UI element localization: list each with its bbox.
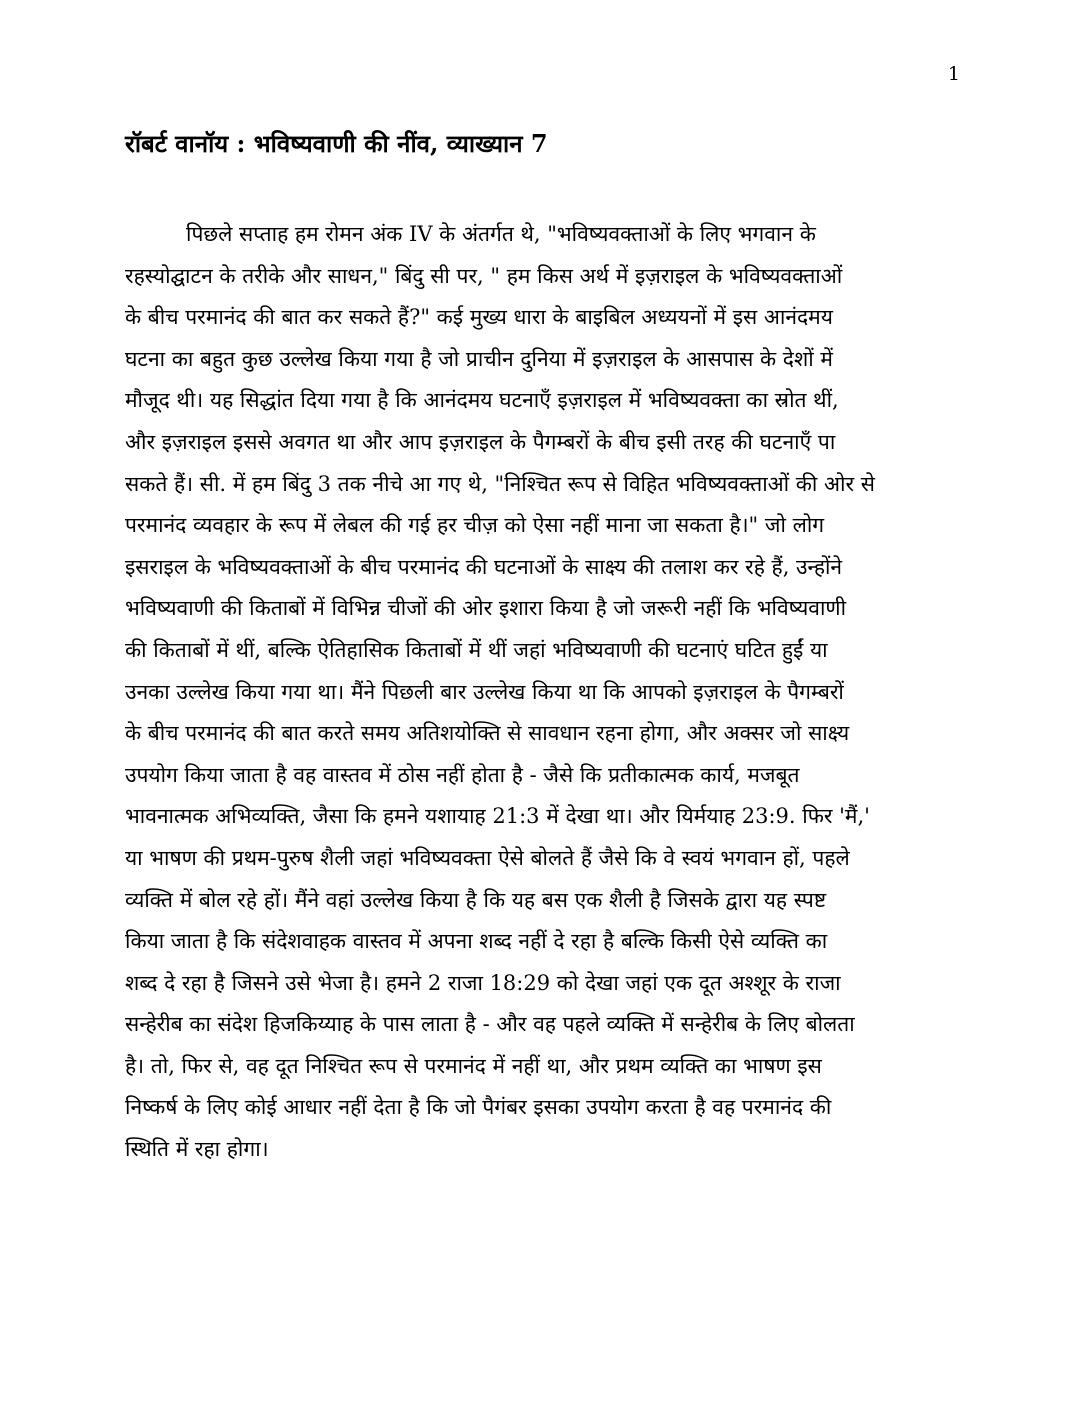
text-line: सकते हैं। सी. में हम बिंदु 3 तक नीचे आ गए थे, "निश्चित रूप से विहित भविष्यवक्ताओं की ओर से: [125, 471, 875, 496]
text-line: भावनात्मक अभिव्यक्ति, जैसा कि हमने यशायाह 21:3 में देखा था। और यिर्मयाह 23:9. फिर 'मैं,': [125, 804, 870, 829]
text-line: की किताबों में थीं, बल्कि ऐतिहासिक किताबों में थीं जहां भविष्यवाणी की घटनाएं घटित हुईं या: [125, 637, 828, 662]
text-line: किया जाता है कि संदेशवाहक वास्तव में अपना शब्द नहीं दे रहा है बल्कि किसी ऐसे व्यक्ति का: [125, 929, 828, 954]
text-line: व्यक्ति में बोल रहे हों। मैंने वहां उल्लेख किया है कि यह बस एक शैली है जिसके द्वारा यह स्पष्ट: [125, 887, 827, 912]
page-number: 1: [947, 63, 960, 85]
text-line: के बीच परमानंद की बात करते समय अतिशयोक्ति से सावधान रहना होगा, और अक्सर जो साक्ष्य: [125, 721, 850, 746]
document-title: रॉबर्ट वानॉय : भविष्यवाणी की नींव, व्याख्यान 7: [125, 129, 548, 158]
text-line: शब्द दे रहा है जिसने उसे भेजा है। हमने 2 राजा 18:29 को देखा जहां एक दूत अश्शूर के राजा: [125, 970, 841, 995]
text-line: भविष्यवाणी की किताबों में विभिन्न चीजों की ओर इशारा किया है जो जरूरी नहीं कि भविष्यवाणी: [125, 596, 847, 621]
text-line: परमानंद व्यवहार के रूप में लेबल की गई हर चीज़ को ऐसा नहीं माना जा सकता है।" जो लोग: [125, 513, 825, 538]
text-line: इसराइल के भविष्यवक्ताओं के बीच परमानंद की घटनाओं के साक्ष्य की तलाश कर रहे हैं, उन्होंने: [125, 554, 843, 579]
text-line: निष्कर्ष के लिए कोई आधार नहीं देता है कि जो पैगंबर इसका उपयोग करता है वह परमानंद की: [125, 1095, 832, 1120]
text-line: या भाषण की प्रथम-पुरुष शैली जहां भविष्यवक्ता ऐसे बोलते हैं जैसे कि वे स्वयं भगवान हों, पहले: [125, 845, 850, 870]
text-line: है। तो, फिर से, वह दूत निश्चित रूप से परमानंद में नहीं था, और प्रथम व्यक्ति का भाषण इस: [125, 1053, 822, 1078]
text-line: उनका उल्लेख किया गया था। मैंने पिछली बार उल्लेख किया था कि आपको इज़राइल के पैगम्बरों: [125, 679, 844, 704]
text-line: घटना का बहुत कुछ उल्लेख किया गया है जो प्राचीन दुनिया में इज़राइल के आसपास के देशों में: [125, 346, 833, 371]
text-line: रहस्योद्घाटन के तरीके और साधन," बिंदु सी पर, " हम किस अर्थ में इज़राइल के भविष्यवक्ताओं: [125, 263, 843, 288]
text-line: सन्हेरीब का संदेश हिजकिय्याह के पास लाता है - और वह पहले व्यक्ति में सन्हेरीब के लिए बोलता: [125, 1012, 855, 1037]
text-line: के बीच परमानंद की बात कर सकते हैं?" कई मुख्य धारा के बाइबिल अध्ययनों में इस आनंदमय: [125, 305, 833, 330]
text-line: और इज़राइल इससे अवगत था और आप इज़राइल के पैगम्बरों के बीच इसी तरह की घटनाएँ पा: [125, 429, 836, 454]
text-line: मौजूद थी। यह सिद्धांत दिया गया है कि आनंदमय घटनाएँ इज़राइल में भविष्यवक्ता का स्रोत थीं,: [125, 388, 839, 413]
text-line: स्थिति में रहा होगा।: [125, 1137, 269, 1162]
text-line: उपयोग किया जाता है वह वास्तव में ठोस नहीं होता है - जैसे कि प्रतीकात्मक कार्य, मजबूत: [125, 762, 800, 787]
text-line: पिछले सप्ताह हम रोमन अंक IV के अंतर्गत थे, "भविष्यवक्ताओं के लिए भगवान के: [186, 222, 816, 246]
body-paragraph: [125, 214, 960, 1274]
